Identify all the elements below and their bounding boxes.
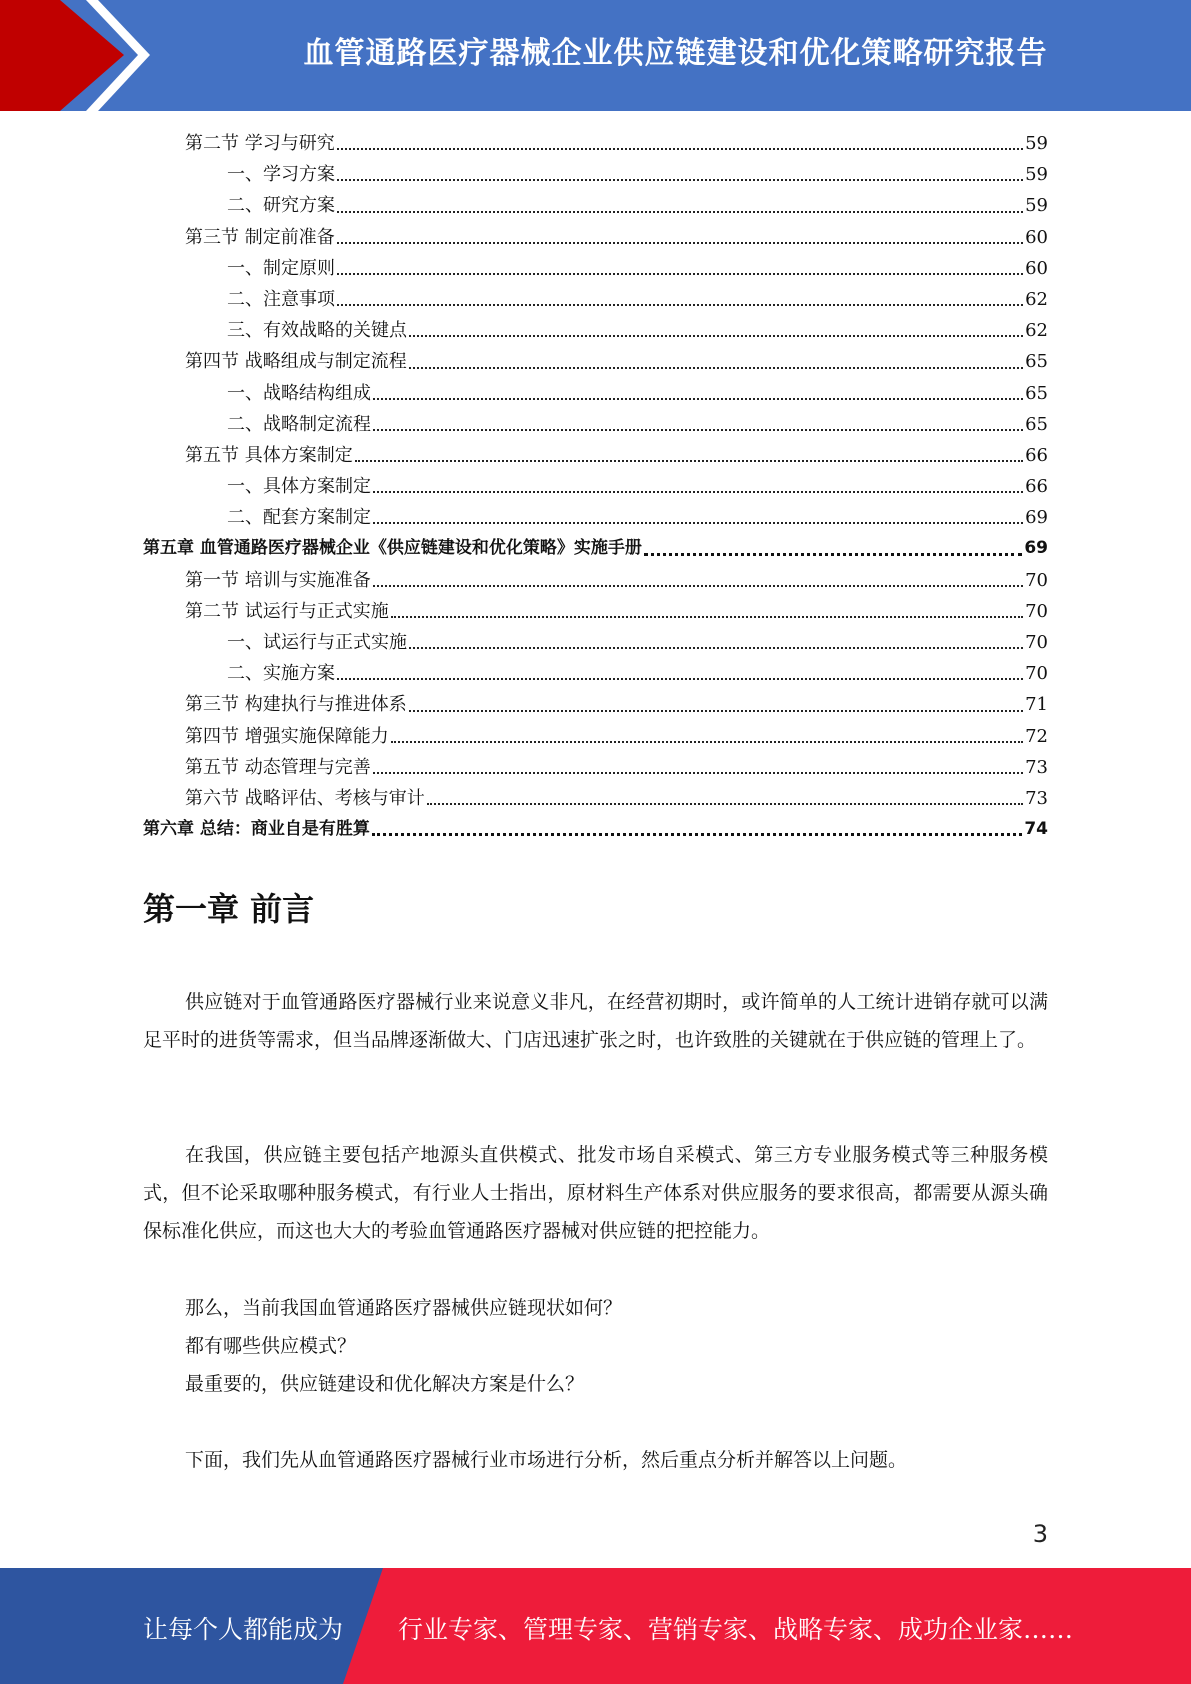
toc-dot-leader (409, 334, 1023, 337)
toc-section-entry[interactable] (143, 346, 1048, 377)
toc-subsection-entry[interactable] (143, 253, 1048, 284)
toc-page-number: 74 (1024, 819, 1048, 840)
footer-slogan-right: 行业专家、管理专家、营销专家、战略专家、成功企业家…… (398, 1615, 1074, 1644)
table-of-contents (143, 128, 1048, 845)
toc-dot-leader (337, 210, 1023, 213)
toc-dot-leader (373, 521, 1023, 524)
toc-page-number: 66 (1025, 476, 1048, 498)
toc-page-number: 65 (1025, 351, 1048, 373)
header-chevron-shape (0, 0, 150, 111)
toc-dot-leader (409, 646, 1023, 649)
toc-entry-label: 第四节 战略组成与制定流程 (185, 351, 407, 373)
toc-dot-leader (391, 615, 1023, 618)
toc-page-number: 73 (1025, 756, 1048, 778)
toc-section-entry[interactable] (143, 222, 1048, 253)
toc-entry-label: 三、有效战略的关键点 (227, 320, 407, 342)
toc-page-number: 60 (1025, 257, 1048, 279)
chapter-title: 第一章 前言 (143, 890, 315, 928)
toc-subsection-entry[interactable] (143, 190, 1048, 221)
toc-subsection-entry[interactable] (143, 159, 1048, 190)
toc-dot-leader (337, 677, 1023, 680)
toc-section-entry[interactable] (143, 721, 1048, 752)
toc-subsection-entry[interactable] (143, 471, 1048, 502)
question-list (185, 1289, 622, 1403)
toc-entry-label: 第二节 学习与研究 (185, 133, 335, 154)
toc-section-entry[interactable] (143, 752, 1048, 783)
toc-dot-leader (644, 552, 1022, 556)
toc-subsection-entry[interactable] (143, 409, 1048, 440)
toc-dot-leader (372, 832, 1022, 836)
toc-page-number: 65 (1025, 413, 1048, 435)
intro-paragraph-1: 供应链对于血管通路医疗器械行业来说意义非凡，在经营初期时，或许简单的人工统计进销存就可以满足平时的进货等需求，但当品牌逐渐做大、门店迅速扩张之时，也许致胜的关键就在于供应链的管理上了。 (143, 991, 1048, 1051)
toc-chapter-entry[interactable] (143, 814, 1048, 845)
toc-page-number: 70 (1025, 569, 1048, 591)
toc-subsection-entry[interactable] (143, 627, 1048, 658)
toc-entry-label: 二、注意事项 (227, 288, 335, 310)
toc-page-number: 70 (1025, 632, 1048, 653)
toc-dot-leader (391, 740, 1023, 743)
toc-dot-leader (355, 459, 1023, 462)
toc-chapter-entry[interactable] (143, 533, 1048, 564)
toc-entry-label: 第五章 血管通路医疗器械企业《供应链建设和优化策略》实施手册 (143, 538, 642, 559)
toc-dot-leader (373, 428, 1023, 431)
toc-dot-leader (337, 147, 1023, 150)
toc-entry-label: 一、具体方案制定 (227, 476, 371, 498)
toc-entry-label: 二、实施方案 (227, 663, 335, 685)
toc-dot-leader (409, 366, 1023, 369)
toc-entry-label: 第六节 战略评估、考核与审计 (185, 787, 425, 809)
question-item: 最重要的，供应链建设和优化解决方案是什么？ (185, 1373, 585, 1395)
toc-dot-leader (337, 178, 1023, 181)
toc-subsection-entry[interactable] (143, 315, 1048, 346)
toc-entry-label: 一、制定原则 (227, 257, 335, 279)
toc-entry-label: 第一节 培训与实施准备 (185, 569, 371, 591)
toc-entry-label: 第五节 动态管理与完善 (185, 756, 371, 778)
intro-paragraph-2: 在我国，供应链主要包括产地源头直供模式、批发市场自采模式、第三方专业服务模式等三种服务模式，但不论采取哪种服务模式，有行业人士指出，原材料生产体系对供应服务的要求很高，都需要从源头确保标准化供应，而这也大大的考验血管通路医疗器械对供应链的把控能力。 (143, 1144, 1048, 1242)
header-banner (0, 0, 1191, 111)
footer-banner (0, 1568, 1191, 1684)
toc-page-number: 66 (1025, 444, 1048, 466)
toc-section-entry[interactable] (143, 596, 1048, 627)
toc-dot-leader (427, 802, 1023, 805)
toc-dot-leader (337, 303, 1023, 306)
toc-page-number: 71 (1025, 694, 1048, 716)
toc-dot-leader (373, 490, 1023, 493)
toc-section-entry[interactable] (143, 689, 1048, 720)
toc-subsection-entry[interactable] (143, 658, 1048, 689)
toc-entry-label: 第三节 制定前准备 (185, 226, 335, 248)
toc-page-number: 65 (1025, 382, 1048, 404)
toc-section-entry[interactable] (143, 565, 1048, 596)
toc-page-number: 70 (1025, 600, 1048, 622)
toc-dot-leader (409, 709, 1023, 712)
toc-section-entry[interactable] (143, 128, 1048, 159)
toc-subsection-entry[interactable] (143, 284, 1048, 315)
toc-entry-label: 一、战略结构组成 (227, 382, 371, 404)
toc-entry-label: 一、学习方案 (227, 164, 335, 186)
toc-entry-label: 二、研究方案 (227, 195, 335, 217)
toc-page-number: 73 (1025, 787, 1048, 809)
toc-subsection-entry[interactable] (143, 378, 1048, 409)
toc-entry-label: 第二节 试运行与正式实施 (185, 600, 389, 622)
toc-entry-label: 第四节 增强实施保障能力 (185, 725, 389, 747)
toc-subsection-entry[interactable] (143, 502, 1048, 533)
toc-page-number: 60 (1025, 226, 1048, 248)
toc-page-number: 70 (1025, 663, 1048, 685)
toc-page-number: 62 (1025, 288, 1048, 310)
toc-dot-leader (373, 771, 1023, 774)
toc-entry-label: 第三节 构建执行与推进体系 (185, 694, 407, 716)
toc-entry-label: 二、配套方案制定 (227, 507, 371, 529)
toc-dot-leader (337, 272, 1023, 275)
toc-page-number: 69 (1025, 507, 1048, 529)
toc-section-entry[interactable] (143, 440, 1048, 471)
report-title: 血管通路医疗器械企业供应链建设和优化策略研究报告 (303, 36, 1048, 71)
toc-page-number: 62 (1025, 320, 1048, 342)
question-item: 那么，当前我国血管通路医疗器械供应链现状如何？ (185, 1297, 623, 1319)
toc-dot-leader (337, 241, 1023, 244)
toc-entry-label: 第六章 总结：商业自是有胜算 (143, 819, 370, 840)
toc-dot-leader (373, 584, 1023, 587)
page-number: 3 (1032, 1520, 1048, 1548)
toc-entry-label: 一、试运行与正式实施 (227, 632, 407, 653)
toc-section-entry[interactable] (143, 783, 1048, 814)
toc-dot-leader (373, 397, 1023, 400)
toc-page-number: 59 (1025, 133, 1048, 154)
toc-page-number: 59 (1025, 164, 1048, 186)
toc-page-number: 69 (1024, 538, 1048, 559)
toc-page-number: 59 (1025, 195, 1048, 217)
question-item: 都有哪些供应模式？ (185, 1335, 357, 1357)
closing-paragraph: 下面，我们先从血管通路医疗器械行业市场进行分析，然后重点分析并解答以上问题。 (185, 1449, 908, 1471)
toc-page-number: 72 (1025, 725, 1048, 747)
footer-slogan-left: 让每个人都能成为 (143, 1615, 344, 1644)
toc-entry-label: 第五节 具体方案制定 (185, 444, 353, 466)
toc-entry-label: 二、战略制定流程 (227, 413, 371, 435)
